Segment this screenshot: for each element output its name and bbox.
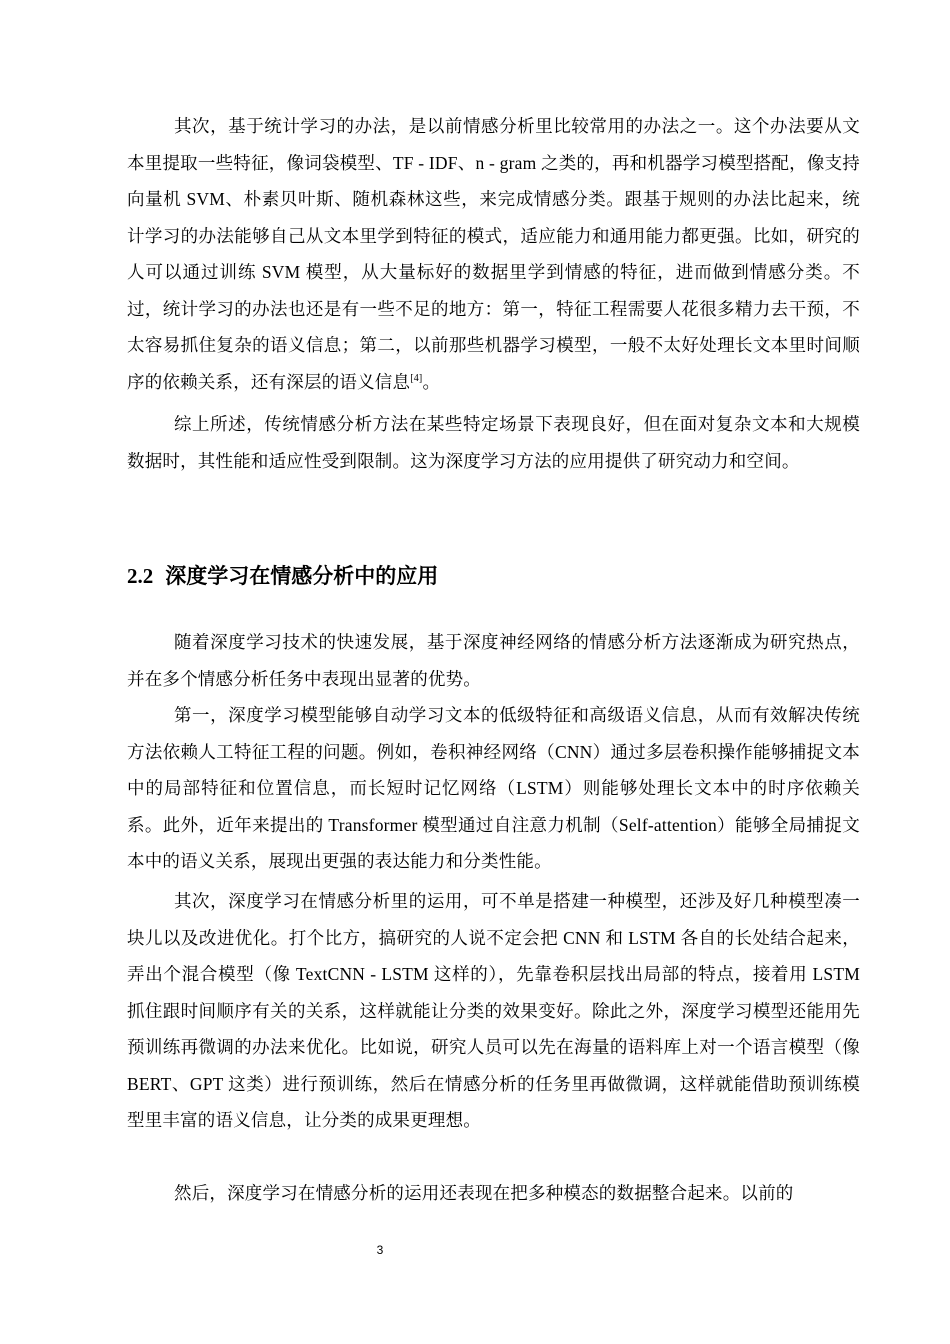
paragraph-intro: 随着深度学习技术的快速发展，基于深度神经网络的情感分析方法逐渐成为研究热点，并在多个情感分析任务中表现出显著的优势。 bbox=[127, 632, 860, 689]
paragraph-first-point: 第一，深度学习模型能够自动学习文本的低级特征和高级语义信息，从而有效解决传统方法依赖人工特征工程的问题。例如，卷积神经网络（CNN）通过多层卷积操作能够捕捉文本中的局部特征和位置信息，而长短时记忆网络（LSTM）则能够处理长文本中的时序依赖关系。此外，近年来提出的 Transformer 模型通过自注意力机制（Self-attention）能够全局捕捉文本中的语义关系，展现出更强的表达能力和分类性能。 bbox=[127, 705, 860, 871]
paragraph-summary: 综上所述，传统情感分析方法在某些特定场景下表现良好，但在面对复杂文本和大规模数据时，其性能和适应性受到限制。这为深度学习方法的应用提供了研究动力和空间。 bbox=[127, 414, 860, 471]
page-number: 3 bbox=[376, 1243, 384, 1257]
citation-ref[interactable]: [4] bbox=[410, 372, 423, 384]
paragraph-third-point: 然后，深度学习在情感分析的运用还表现在把多种模态的数据整合起来。以前的 bbox=[174, 1183, 794, 1203]
section-heading bbox=[127, 556, 438, 596]
section-title: 深度学习在情感分析中的应用 bbox=[165, 564, 439, 588]
paragraph-second-point: 其次，深度学习在情感分析里的运用，可不单是搭建一种模型，还涉及好几种模型凑一块儿以及改进优化。打个比方，搞研究的人说不定会把 CNN 和 LSTM 各自的长处结合起来，弄出个混合模型（像 TextCNN - LSTM 这样的），先靠卷积层找出局部的特点，接着用 LSTM 抓住跟时间顺序有关的关系，这样就能让分类的效果变好。除此之外，深度学习模型还能用先预训练再微调的办法来优化。比如说，研究人员可以先在海量的语料库上对一个语言模型（像 BERT、GPT 这类）进行预训练，然后在情感分析的任务里再做微调，这样就能借助预训练模型里丰富的语义信息，让分类的成果更理想。 bbox=[127, 891, 860, 1130]
section-number: 2.2 bbox=[127, 564, 154, 588]
paragraph-text: 其次，基于统计学习的办法，是以前情感分析里比较常用的办法之一。这个办法要从文本里提取一些特征，像词袋模型、TF - IDF、n - gram 之类的，再和机器学习模型搭配，像支持向量机 SVM、朴素贝叶斯、随机森林这些，来完成情感分类。跟基于规则的办法比起来，统计学习的办法能够自己从文本里学到特征的模式，适应能力和通用能力都更强。比如，研究的人可以通过训练 SVM 模型，从大量标好的数据里学到情感的特征，进而做到情感分类。不过，统计学习的办法也还是有一些不足的地方：第一，特征工程需要人花很多精力去干预，不太容易抓住复杂的语义信息；第二，以前那些机器学习模型，一般不太好处理长文本里时间顺序的依赖关系，还有深层的语义信息 bbox=[127, 116, 860, 392]
paragraph-tail: 。 bbox=[422, 371, 441, 392]
paragraph-statistical-methods bbox=[127, 108, 860, 400]
